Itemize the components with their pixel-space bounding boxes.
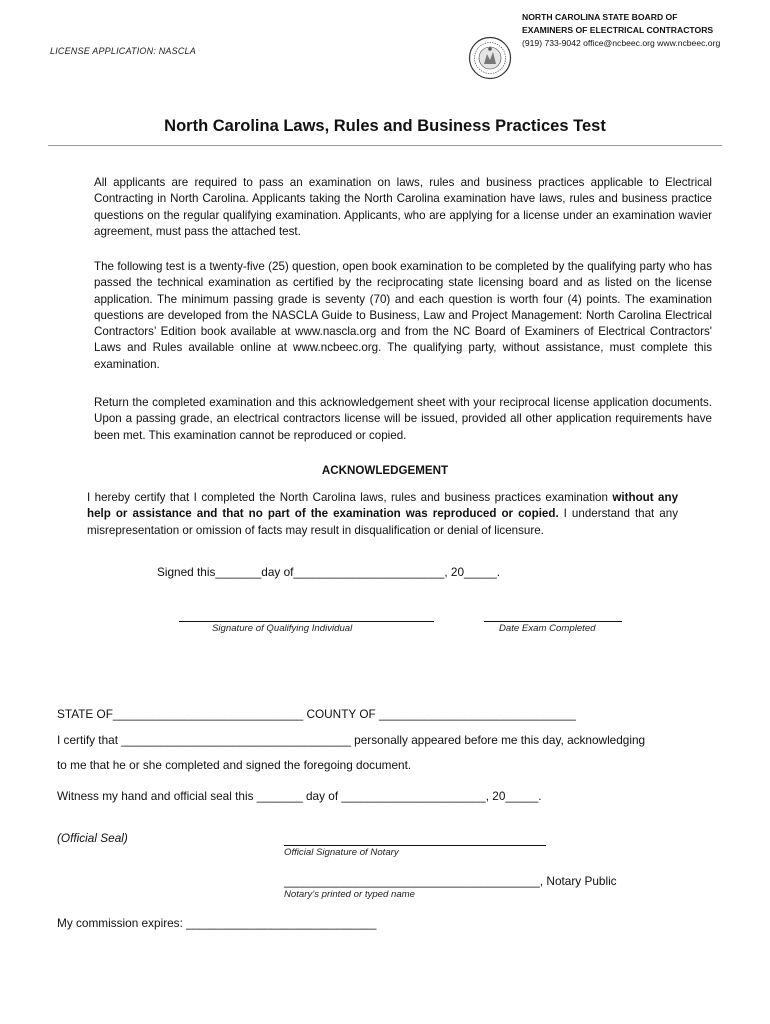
acknowledgement-heading: ACKNOWLEDGEMENT	[321, 464, 449, 477]
license-application-label: LICENSE APPLICATION: NASCLA	[50, 46, 196, 56]
intro-paragraph: All applicants are required to pass an examination on laws, rules and business practices applicable to Electrical Contracting in North Carolina. Applicants taking the North Carolina examination have laws, rules and business practice questions on the regular qualifying examination. Applicants, who are applying for a license under an examination wavier agreement, must pass the attached test.	[94, 176, 712, 238]
notary-statement: to me that he or she completed and signed the foregoing document.	[57, 758, 412, 772]
exam-date-line[interactable]	[484, 621, 622, 622]
ack-text-b: I understand that any misrepresentation or omission of facts may result in disqualification or denial of licensure.	[87, 507, 678, 537]
notary-printed-name-caption: Notary’s printed or typed name	[284, 889, 416, 900]
board-contact: (919) 733-9042 office@ncbeec.org www.ncbeec.org	[522, 38, 721, 48]
exam-date-caption: Date Exam Completed	[499, 623, 596, 634]
official-seal-label: (Official Seal)	[57, 831, 128, 845]
return-instructions-paragraph: Return the completed examination and this acknowledgement sheet with your reciprocal license application documents. Upon a passing grade, an electrical contractors license will be issued, provided all other application requirements have been met. This examination cannot be reproduced or copied.	[94, 396, 712, 442]
state-county-field[interactable]: STATE OF_____________________________ COUNTY OF ______________________________	[57, 707, 576, 721]
notary-public-name-field[interactable]: _______________________________________, Notary Public	[284, 874, 617, 888]
commission-expires-field[interactable]: My commission expires: _____________________________	[57, 916, 377, 930]
qualifying-signature-caption: Signature of Qualifying Individual	[212, 623, 353, 634]
board-header	[522, 11, 720, 50]
witness-date-field[interactable]: Witness my hand and official seal this _______ day of ______________________, 20_____.	[57, 789, 542, 803]
acknowledgement-paragraph	[87, 490, 678, 539]
title-divider	[48, 145, 722, 146]
qualifying-signature-line[interactable]	[179, 621, 434, 622]
signed-date-field[interactable]: Signed this_______day of_______________________, 20_____.	[157, 565, 501, 579]
notary-signature-caption: Official Signature of Notary	[284, 847, 399, 858]
certify-person-field[interactable]: I certify that ___________________________________ personally appeared before me this day, acknowledging	[57, 733, 646, 747]
ack-text-bold: without any help or assistance and that no part of the examination was reproduced or copied.	[87, 491, 679, 521]
ack-text-a: I hereby certify that I completed the North Carolina laws, rules and business practices examination	[87, 491, 613, 504]
notary-signature-line[interactable]	[284, 845, 546, 846]
board-name-line1: NORTH CAROLINA STATE BOARD OF	[522, 12, 678, 22]
state-seal-icon	[468, 36, 512, 80]
page-title: North Carolina Laws, Rules and Business Practices Test	[164, 117, 606, 135]
test-description-paragraph: The following test is a twenty-five (25) question, open book examination to be completed by the qualifying party who has passed the technical examination as certified by the reciprocating state licensing board and as listed on the license application. The minimum passing grade is seventy (70) and each question is worth four (4) points. The examination questions are developed from the NASCLA Guide to Business, Law and Project Management: North Carolina Electrical Contractors’ Edition book available at www.nascla.org and from the NC Board of Examiners of Electrical Contractors' Laws and Rules available online at www.ncbeec.org. The qualifying party, without assistance, must complete this examination.	[94, 260, 712, 371]
board-name-line2: EXAMINERS OF ELECTRICAL CONTRACTORS	[522, 25, 714, 35]
